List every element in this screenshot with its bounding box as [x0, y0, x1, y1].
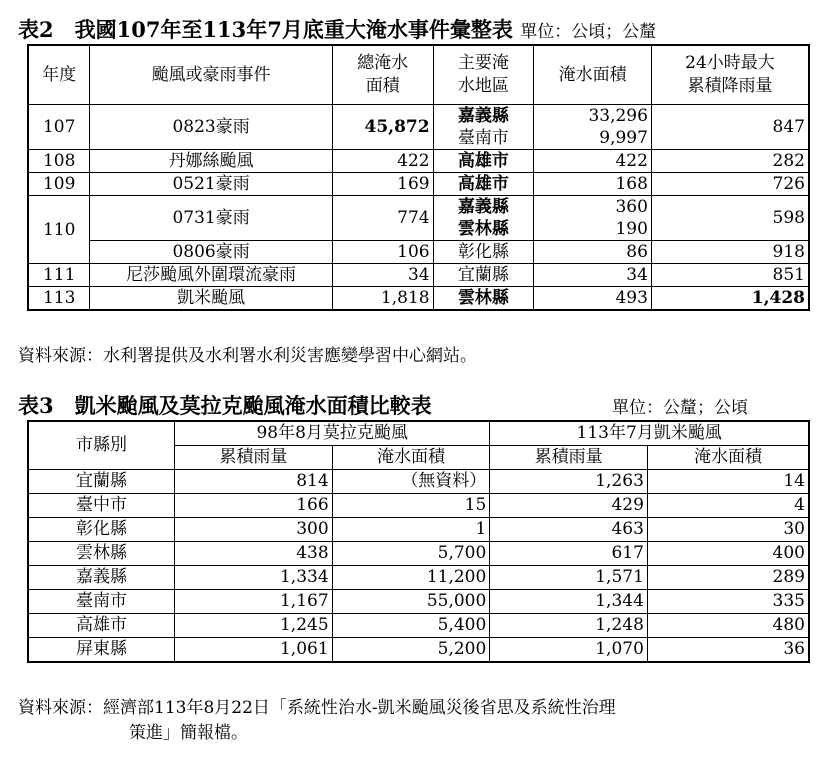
header-max-rain: 24小時最大 累積降雨量 [651, 45, 809, 105]
cell-event: 0731豪雨 [90, 196, 332, 241]
cell-morakot-area: 5,200 [332, 638, 490, 663]
cell-morakot-area: 55,000 [332, 590, 490, 614]
cell-gaemi-rain: 617 [490, 542, 648, 566]
cell-total-area: 106 [332, 241, 433, 264]
cell-rain: 726 [651, 173, 809, 196]
cell-county: 雲林縣 [28, 542, 175, 566]
cell-year: 107 [28, 105, 90, 150]
cell-morakot-rain: 1,334 [175, 566, 333, 590]
header-year: 年度 [28, 45, 90, 105]
cell-county: 彰化縣 [28, 518, 175, 542]
table-row [28, 470, 809, 494]
table3-source [18, 696, 616, 746]
cell-county: 嘉義縣 [28, 566, 175, 590]
cell-morakot-rain: 1,245 [175, 614, 333, 638]
table2-flood-events [27, 44, 810, 311]
cell-year: 108 [28, 150, 90, 173]
cell-event: 凱米颱風 [90, 287, 332, 311]
cell-gaemi-area: 4 [647, 494, 809, 518]
table-row [28, 105, 809, 150]
header-morakot-area: 淹水面積 [332, 446, 490, 470]
table3-header-row [28, 421, 809, 446]
table-row [28, 542, 809, 566]
cell-morakot-area: （無資料） [332, 470, 490, 494]
header-region: 主要淹 水地區 [433, 45, 534, 105]
cell-flood-area: 34 [534, 264, 652, 287]
cell-gaemi-rain: 1,070 [490, 638, 648, 663]
table3-title: 表3 凱米颱風及莫拉克颱風淹水面積比較表 [18, 393, 432, 418]
table-row [28, 518, 809, 542]
cell-gaemi-area: 36 [647, 638, 809, 663]
cell-year: 113 [28, 287, 90, 311]
cell-morakot-area: 1 [332, 518, 490, 542]
cell-county: 臺南市 [28, 590, 175, 614]
cell-year: 110 [28, 196, 90, 264]
cell-total-area: 34 [332, 264, 433, 287]
cell-morakot-rain: 300 [175, 518, 333, 542]
table3-unit: 單位：公釐；公頃 [612, 398, 748, 418]
cell-gaemi-area: 400 [647, 542, 809, 566]
header-event: 颱風或豪雨事件 [90, 45, 332, 105]
cell-total-area: 169 [332, 173, 433, 196]
cell-morakot-area: 5,400 [332, 614, 490, 638]
cell-region: 嘉義縣 雲林縣 [433, 196, 534, 241]
cell-region: 彰化縣 [433, 241, 534, 264]
cell-event: 丹娜絲颱風 [90, 150, 332, 173]
header-morakot: 98年8月莫拉克颱風 [175, 421, 490, 446]
cell-rain: 851 [651, 264, 809, 287]
cell-morakot-rain: 438 [175, 542, 333, 566]
cell-gaemi-area: 30 [647, 518, 809, 542]
header-gaemi: 113年7月凱米颱風 [490, 421, 809, 446]
cell-region: 宜蘭縣 [433, 264, 534, 287]
cell-flood-area: 422 [534, 150, 652, 173]
table-row [28, 590, 809, 614]
cell-rain: 918 [651, 241, 809, 264]
cell-morakot-rain: 166 [175, 494, 333, 518]
cell-morakot-area: 11,200 [332, 566, 490, 590]
table3-source-line1: 資料來源：經濟部113年8月22日「系統性治水-凱米颱風災後省思及系統性治理 [18, 698, 616, 718]
cell-rain: 282 [651, 150, 809, 173]
header-gaemi-rain: 累積雨量 [490, 446, 648, 470]
cell-year: 111 [28, 264, 90, 287]
table-row [28, 494, 809, 518]
cell-gaemi-rain: 463 [490, 518, 648, 542]
table-row [28, 196, 809, 241]
cell-event: 0806豪雨 [90, 241, 332, 264]
cell-morakot-rain: 814 [175, 470, 333, 494]
cell-gaemi-area: 335 [647, 590, 809, 614]
cell-gaemi-rain: 1,248 [490, 614, 648, 638]
cell-county: 臺中市 [28, 494, 175, 518]
cell-region: 雲林縣 [433, 287, 534, 311]
table2-unit: 單位：公頃；公釐 [520, 22, 657, 42]
cell-morakot-area: 15 [332, 494, 490, 518]
cell-event: 0823豪雨 [90, 105, 332, 150]
cell-year: 109 [28, 173, 90, 196]
table2-source: 資料來源：水利署提供及水利署水利災害應變學習中心網站。 [18, 346, 477, 366]
cell-event: 0521豪雨 [90, 173, 332, 196]
cell-county: 屏東縣 [28, 638, 175, 663]
cell-flood-area: 493 [534, 287, 652, 311]
cell-rain: 1,428 [651, 287, 809, 311]
cell-flood-area: 360 190 [534, 196, 652, 241]
table-row [28, 287, 809, 311]
table3-flood-comparison [27, 420, 810, 663]
cell-county: 高雄市 [28, 614, 175, 638]
table2-header-row [28, 45, 809, 105]
cell-morakot-rain: 1,167 [175, 590, 333, 614]
cell-gaemi-area: 14 [647, 470, 809, 494]
cell-region: 高雄市 [433, 150, 534, 173]
table-row [28, 150, 809, 173]
header-county: 市縣別 [28, 421, 175, 470]
header-morakot-rain: 累積雨量 [175, 446, 333, 470]
table2-title-text: 表2 我國107年至113年7月底重大淹水事件彙整表 [18, 17, 513, 42]
header-flood-area: 淹水面積 [534, 45, 652, 105]
cell-flood-area: 86 [534, 241, 652, 264]
cell-total-area: 45,872 [332, 105, 433, 150]
cell-county: 宜蘭縣 [28, 470, 175, 494]
table-row [28, 264, 809, 287]
cell-event: 尼莎颱風外圍環流豪雨 [90, 264, 332, 287]
cell-flood-area: 168 [534, 173, 652, 196]
cell-gaemi-area: 289 [647, 566, 809, 590]
table-row [28, 638, 809, 663]
header-total-area: 總淹水 面積 [332, 45, 433, 105]
cell-rain: 847 [651, 105, 809, 150]
cell-region: 嘉義縣 臺南市 [433, 105, 534, 150]
cell-gaemi-area: 480 [647, 614, 809, 638]
table-row [28, 614, 809, 638]
table-row [28, 173, 809, 196]
cell-total-area: 422 [332, 150, 433, 173]
cell-total-area: 774 [332, 196, 433, 241]
table-row [28, 241, 809, 264]
cell-morakot-rain: 1,061 [175, 638, 333, 663]
table-row [28, 566, 809, 590]
cell-region: 高雄市 [433, 173, 534, 196]
cell-rain: 598 [651, 196, 809, 241]
cell-morakot-area: 5,700 [332, 542, 490, 566]
cell-gaemi-rain: 1,571 [490, 566, 648, 590]
header-gaemi-area: 淹水面積 [647, 446, 809, 470]
cell-total-area: 1,818 [332, 287, 433, 311]
table3-source-line2: 策進」簡報檔。 [129, 723, 248, 743]
cell-gaemi-rain: 1,344 [490, 590, 648, 614]
cell-gaemi-rain: 1,263 [490, 470, 648, 494]
cell-gaemi-rain: 429 [490, 494, 648, 518]
cell-flood-area: 33,296 9,997 [534, 105, 652, 150]
table2-title [18, 14, 656, 44]
